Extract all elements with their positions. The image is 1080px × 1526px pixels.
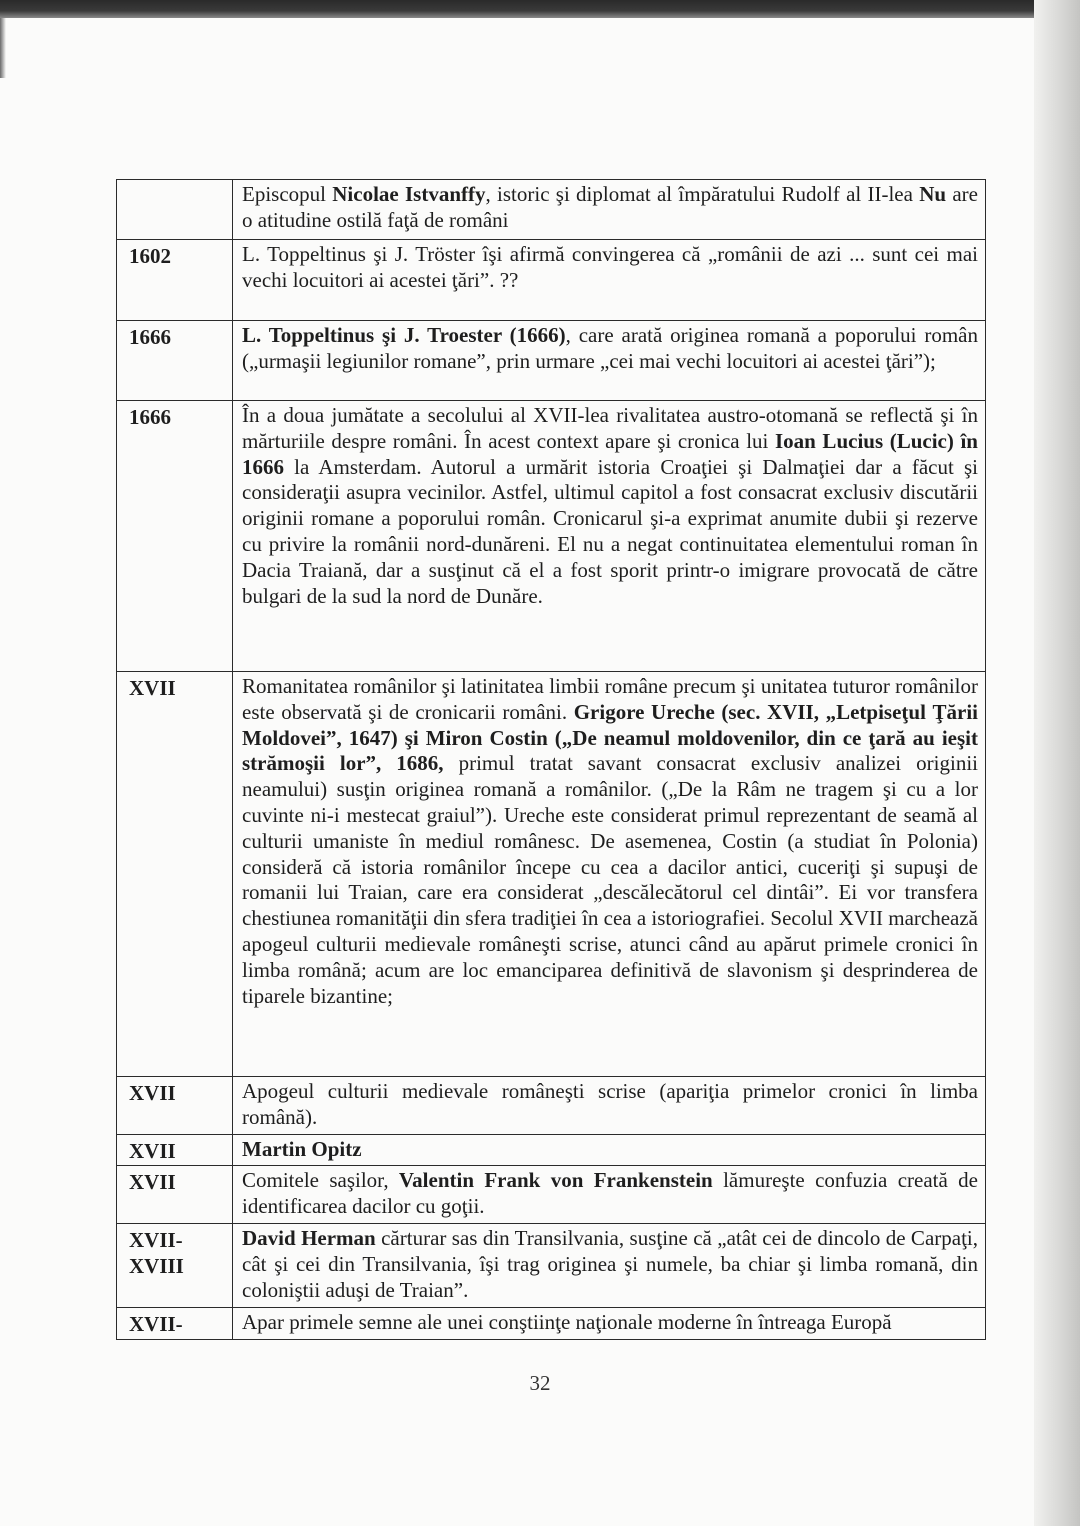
text-segment: cărturar sas din Transilvania, susţine că „atât cei de dincolo de Carpaţi, cât şi cei din Transilvania, îşi trag originea şi numele, ba chiar şi limba romană, din coloniştii aduşi de Traian”. [242,1225,978,1302]
table-row [117,1166,986,1224]
text-segment-bold: Nicolae Istvanffy [332,182,486,206]
description-cell [233,1223,986,1307]
text-segment: primul tratat savant consacrat exclusiv analizei originii neamului) susţin originea romană a românilor. („De la Râm ne tragem şi cu a lor cuvinte ni-i mestecat graiul”). Ureche este considerat primul reprezentant de seamă al culturii umaniste în mediul românesc. De asemenea, Costin (a studiat în Polonia) consideră că istoria românilor începe cu cea a dacilor antici, cuceriţi şi supuşi de romanii lui Traian, care era considerat „descălecătorul cel dintâi”. Ei vor transfera chestiunea romanităţii din sfera tradiţiei în cea a istoriografiei. Secolul XVII marchează apogeul culturii medievale româneşti scrise, atunci când au apărut primele cronici în limba română; acum are loc emanciparea definitivă de slavonism şi desprinderea de tiparele bizantine; [242,751,978,1008]
text-segment-bold: Valentin Frank von Frankenstein [398,1168,713,1193]
year-cell: 1666 [117,321,233,401]
text-segment: , care arată originea romană a poporului român („urmaşii legiunilor romane”, prin urmare „cei mai vechi locuitori ai acestei ţări”); [242,323,978,373]
table-row [117,240,986,321]
description-cell [233,401,986,672]
description-cell [233,1307,986,1339]
description-cell [233,321,986,401]
table-row [117,321,986,401]
text-segment: Romanitatea românilor şi latinitatea limbii române precum şi unitatea tuturor românilor este observată şi de cronicarii români. [242,674,978,724]
year-cell: XVII [117,1077,233,1135]
year-cell: XVII- [117,1307,233,1339]
table-row [117,180,986,240]
text-segment: L. Toppeltinus şi J. Tröster îşi afirmă convingerea că „românii de azi ... sunt cei mai vechi locuitori ai acestei ţări”. ?? [242,242,978,292]
page-number: 32 [529,1371,551,1395]
text-segment-bold: Ioan Lucius (Lucic) în 1666 [242,428,978,479]
description-cell [233,1134,986,1166]
text-segment: În a doua jumătate a secolului al XVII-lea rivalitatea austro-otomană se reflectă şi în mărturiile despre români. În acest context apare şi cronica lui [242,403,978,453]
text-segment: Apar primele semne ale unei conştiinţe naţionale moderne în întreaga Europă [242,1309,892,1334]
text-segment: la Amsterdam. Autorul a urmărit istoria Croaţiei şi Dalmaţiei dar a făcut şi consideraţii asupra vecinilor. Astfel, ultimul capitol a fost consacrat exclusiv discutării originii romane a poporului român. Cronicarul şi-a exprimat anumite dubii şi rezerve cu privire la românii nord-dunăreni. El nu a negat continuitatea elementului roman în Dacia Traiană, dar a susţinut că el a fost sporit printr-o imigrare provocată de către bulgari de la sud la nord de Dunăre. [242,454,978,608]
text-segment: Episcopul [242,182,333,206]
text-segment-bold: L. Toppeltinus şi J. Troester (1666) [242,323,566,347]
text-segment: Comitele saşilor, [242,1168,399,1193]
text-segment: , istoric şi diplomat al împăratului Rudolf al II-lea [485,182,920,206]
text-segment-bold: Grigore Ureche (sec. XVII, „Letpiseţul Ţării Moldovei”, 1647) şi Miron Costin („De neamul moldovenilor, din ce ţară au ieşit strămoşii lor”, 1686, [242,699,978,776]
table-row [117,401,986,672]
text-segment: lămureşte confuzia creată de identificarea dacilor cu goţii. [242,1168,978,1219]
table-row [117,1134,986,1166]
year-cell: XVII [117,1134,233,1166]
table-row [117,1077,986,1135]
scan-shadow-right [1034,0,1080,1526]
text-segment: are o atitudine ostilă faţă de români [242,182,978,232]
year-cell: XVII [117,672,233,1077]
text-segment-bold: Martin Opitz [242,1136,362,1161]
year-cell: 1666 [117,401,233,672]
text-segment-bold: Nu [919,182,947,206]
text-segment: Apogeul culturii medievale româneşti scrise (apariţia primelor cronici în limba română). [242,1079,978,1129]
description-cell [233,1166,986,1224]
year-cell [117,180,233,240]
description-cell [233,1077,986,1135]
year-cell: XVII [117,1166,233,1224]
scan-shadow-top [0,0,1080,18]
description-cell [233,240,986,321]
description-cell [233,672,986,1077]
year-cell: XVII-XVIII [117,1223,233,1307]
table-row [117,672,986,1077]
table-row [117,1307,986,1339]
scan-shadow-left [0,18,6,78]
chronology-table [116,179,986,1340]
description-cell [233,180,986,240]
text-segment-bold: David Herman [242,1225,376,1250]
table-row [117,1223,986,1307]
year-cell: 1602 [117,240,233,321]
